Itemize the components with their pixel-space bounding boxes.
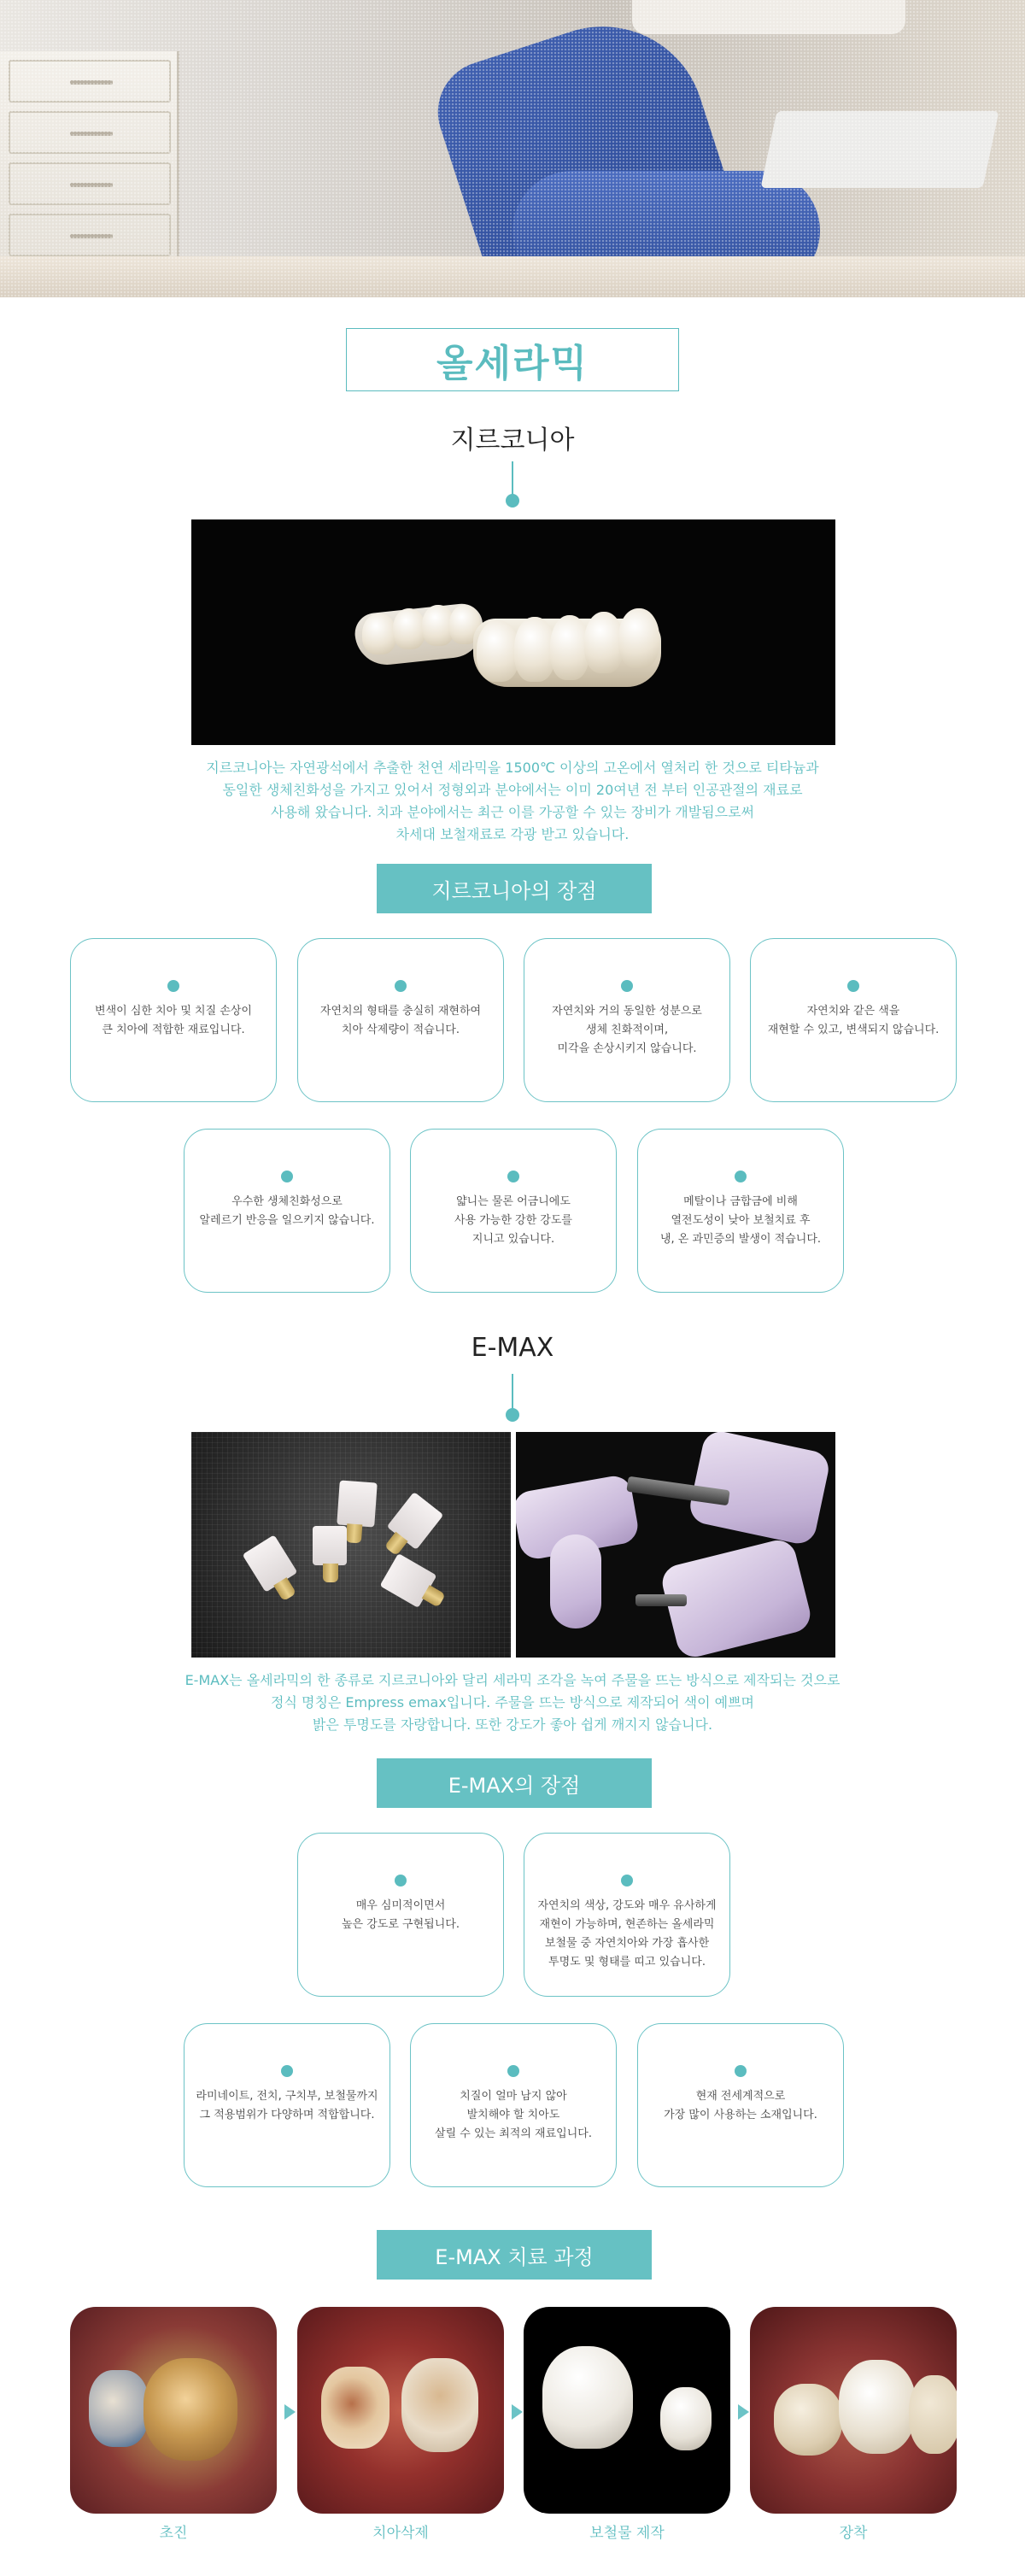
process-label: 초진 (159, 2525, 188, 2542)
process-arrow-icon (512, 2404, 523, 2420)
divider-dot (506, 1408, 519, 1422)
bullet-dot (507, 1171, 519, 1182)
emax-advantage-card: 현재 전세계적으로 가장 많이 사용하는 소재입니다. (637, 2023, 844, 2187)
zirconia-advantage-card: 자연치와 거의 동일한 성분으로 생체 친화적이며, 미각을 손상시키지 않습니다. (524, 938, 730, 1102)
process-photo-preparation (297, 2307, 504, 2514)
process-photo-initial (70, 2307, 277, 2514)
process-label: 장착 (839, 2525, 868, 2542)
page-title: 올세라믹 (346, 328, 679, 391)
divider-dot (506, 494, 519, 508)
emax-process-banner: E-MAX 치료 과정 (377, 2230, 652, 2280)
zirconia-advantage-card: 변색이 심한 치아 및 치질 손상이 큰 치아에 적합한 재료입니다. (70, 938, 277, 1102)
bullet-dot (621, 980, 633, 992)
zirconia-advantage-card: 자연치와 같은 색을 재현할 수 있고, 변색되지 않습니다. (750, 938, 957, 1102)
zirconia-advantages-banner: 지르코니아의 장점 (377, 864, 652, 913)
zirconia-description: 지르코니아는 자연광석에서 추출한 천연 세라믹을 1500℃ 이상의 고온에서 열처리 한 것으로 티타늄과 동일한 생체친화성을 가지고 있어서 정형외과 분야에서는 이미 20여년 전 부터 인공관절의 재료로 사용해 왔습니다. 치과 분야에서는 최근 이를 가공할 수 있는 장비가 개발됨으로써 차세대 보철재료로 각광 받고 있습니다. (206, 760, 819, 842)
emax-description: E-MAX는 올세라믹의 한 종류로 지르코니아와 달리 세라믹 조각을 녹여 주물을 뜨는 방식으로 제작되는 것으로 정식 명칭은 Empress emax입니다. 주물을 뜨는 방식으로 제작되어 색이 예쁘며 밝은 투명도를 자랑합니다. 또한 강도가 좋아 쉽게 깨지지 않습니다. (184, 1672, 840, 1733)
process-arrow-icon (284, 2404, 296, 2420)
emax-heading: E-MAX (471, 1333, 554, 1363)
emax-advantage-card: 치질이 얼마 남지 않아 발치해야 할 치아도 살릴 수 있는 최적의 재료입니다. (410, 2023, 617, 2187)
bullet-dot (395, 1875, 407, 1887)
bullet-dot (735, 1171, 747, 1182)
emax-advantages-banner: E-MAX의 장점 (377, 1758, 652, 1808)
process-label: 치아삭제 (372, 2525, 429, 2542)
emax-blocks-photo (191, 1432, 511, 1658)
bullet-dot (167, 980, 179, 992)
process-photo-fabrication (524, 2307, 730, 2514)
bullet-dot (281, 1171, 293, 1182)
zirconia-photo (191, 519, 835, 745)
bullet-dot (395, 980, 407, 992)
zirconia-advantage-card: 메탈이나 금합금에 비해 열전도성이 낮아 보철치료 후 냉, 온 과민증의 발생이 적습니다. (637, 1129, 844, 1293)
process-photo-placement (750, 2307, 957, 2514)
emax-pressed-photo (516, 1432, 835, 1658)
hero-image (0, 0, 1025, 297)
emax-advantage-card: 자연치의 색상, 강도와 매우 유사하게 재현이 가능하며, 현존하는 올세라믹 보철물 중 자연치아와 가장 흡사한 투명도 및 형태를 띠고 있습니다. (524, 1833, 730, 1997)
process-arrow-icon (738, 2404, 749, 2420)
emax-advantage-card: 라미네이트, 전치, 구치부, 보철물까지 그 적용범위가 다양하며 적합합니다. (184, 2023, 390, 2187)
zirconia-advantage-card: 얇니는 물론 어금니에도 사용 가능한 강한 강도를 지니고 있습니다. (410, 1129, 617, 1293)
emax-advantage-card: 매우 심미적이면서 높은 강도로 구현됩니다. (297, 1833, 504, 1997)
bullet-dot (735, 2065, 747, 2077)
bullet-dot (281, 2065, 293, 2077)
bullet-dot (621, 1875, 633, 1887)
process-label: 보철물 제작 (589, 2525, 665, 2542)
zirconia-advantage-card: 우수한 생체친화성으로 알레르기 반응을 일으키지 않습니다. (184, 1129, 390, 1293)
zirconia-heading: 지르코니아 (450, 425, 575, 455)
zirconia-advantage-card: 자연치의 형태를 충실히 재현하여 치아 삭제량이 적습니다. (297, 938, 504, 1102)
bullet-dot (507, 2065, 519, 2077)
bullet-dot (847, 980, 859, 992)
